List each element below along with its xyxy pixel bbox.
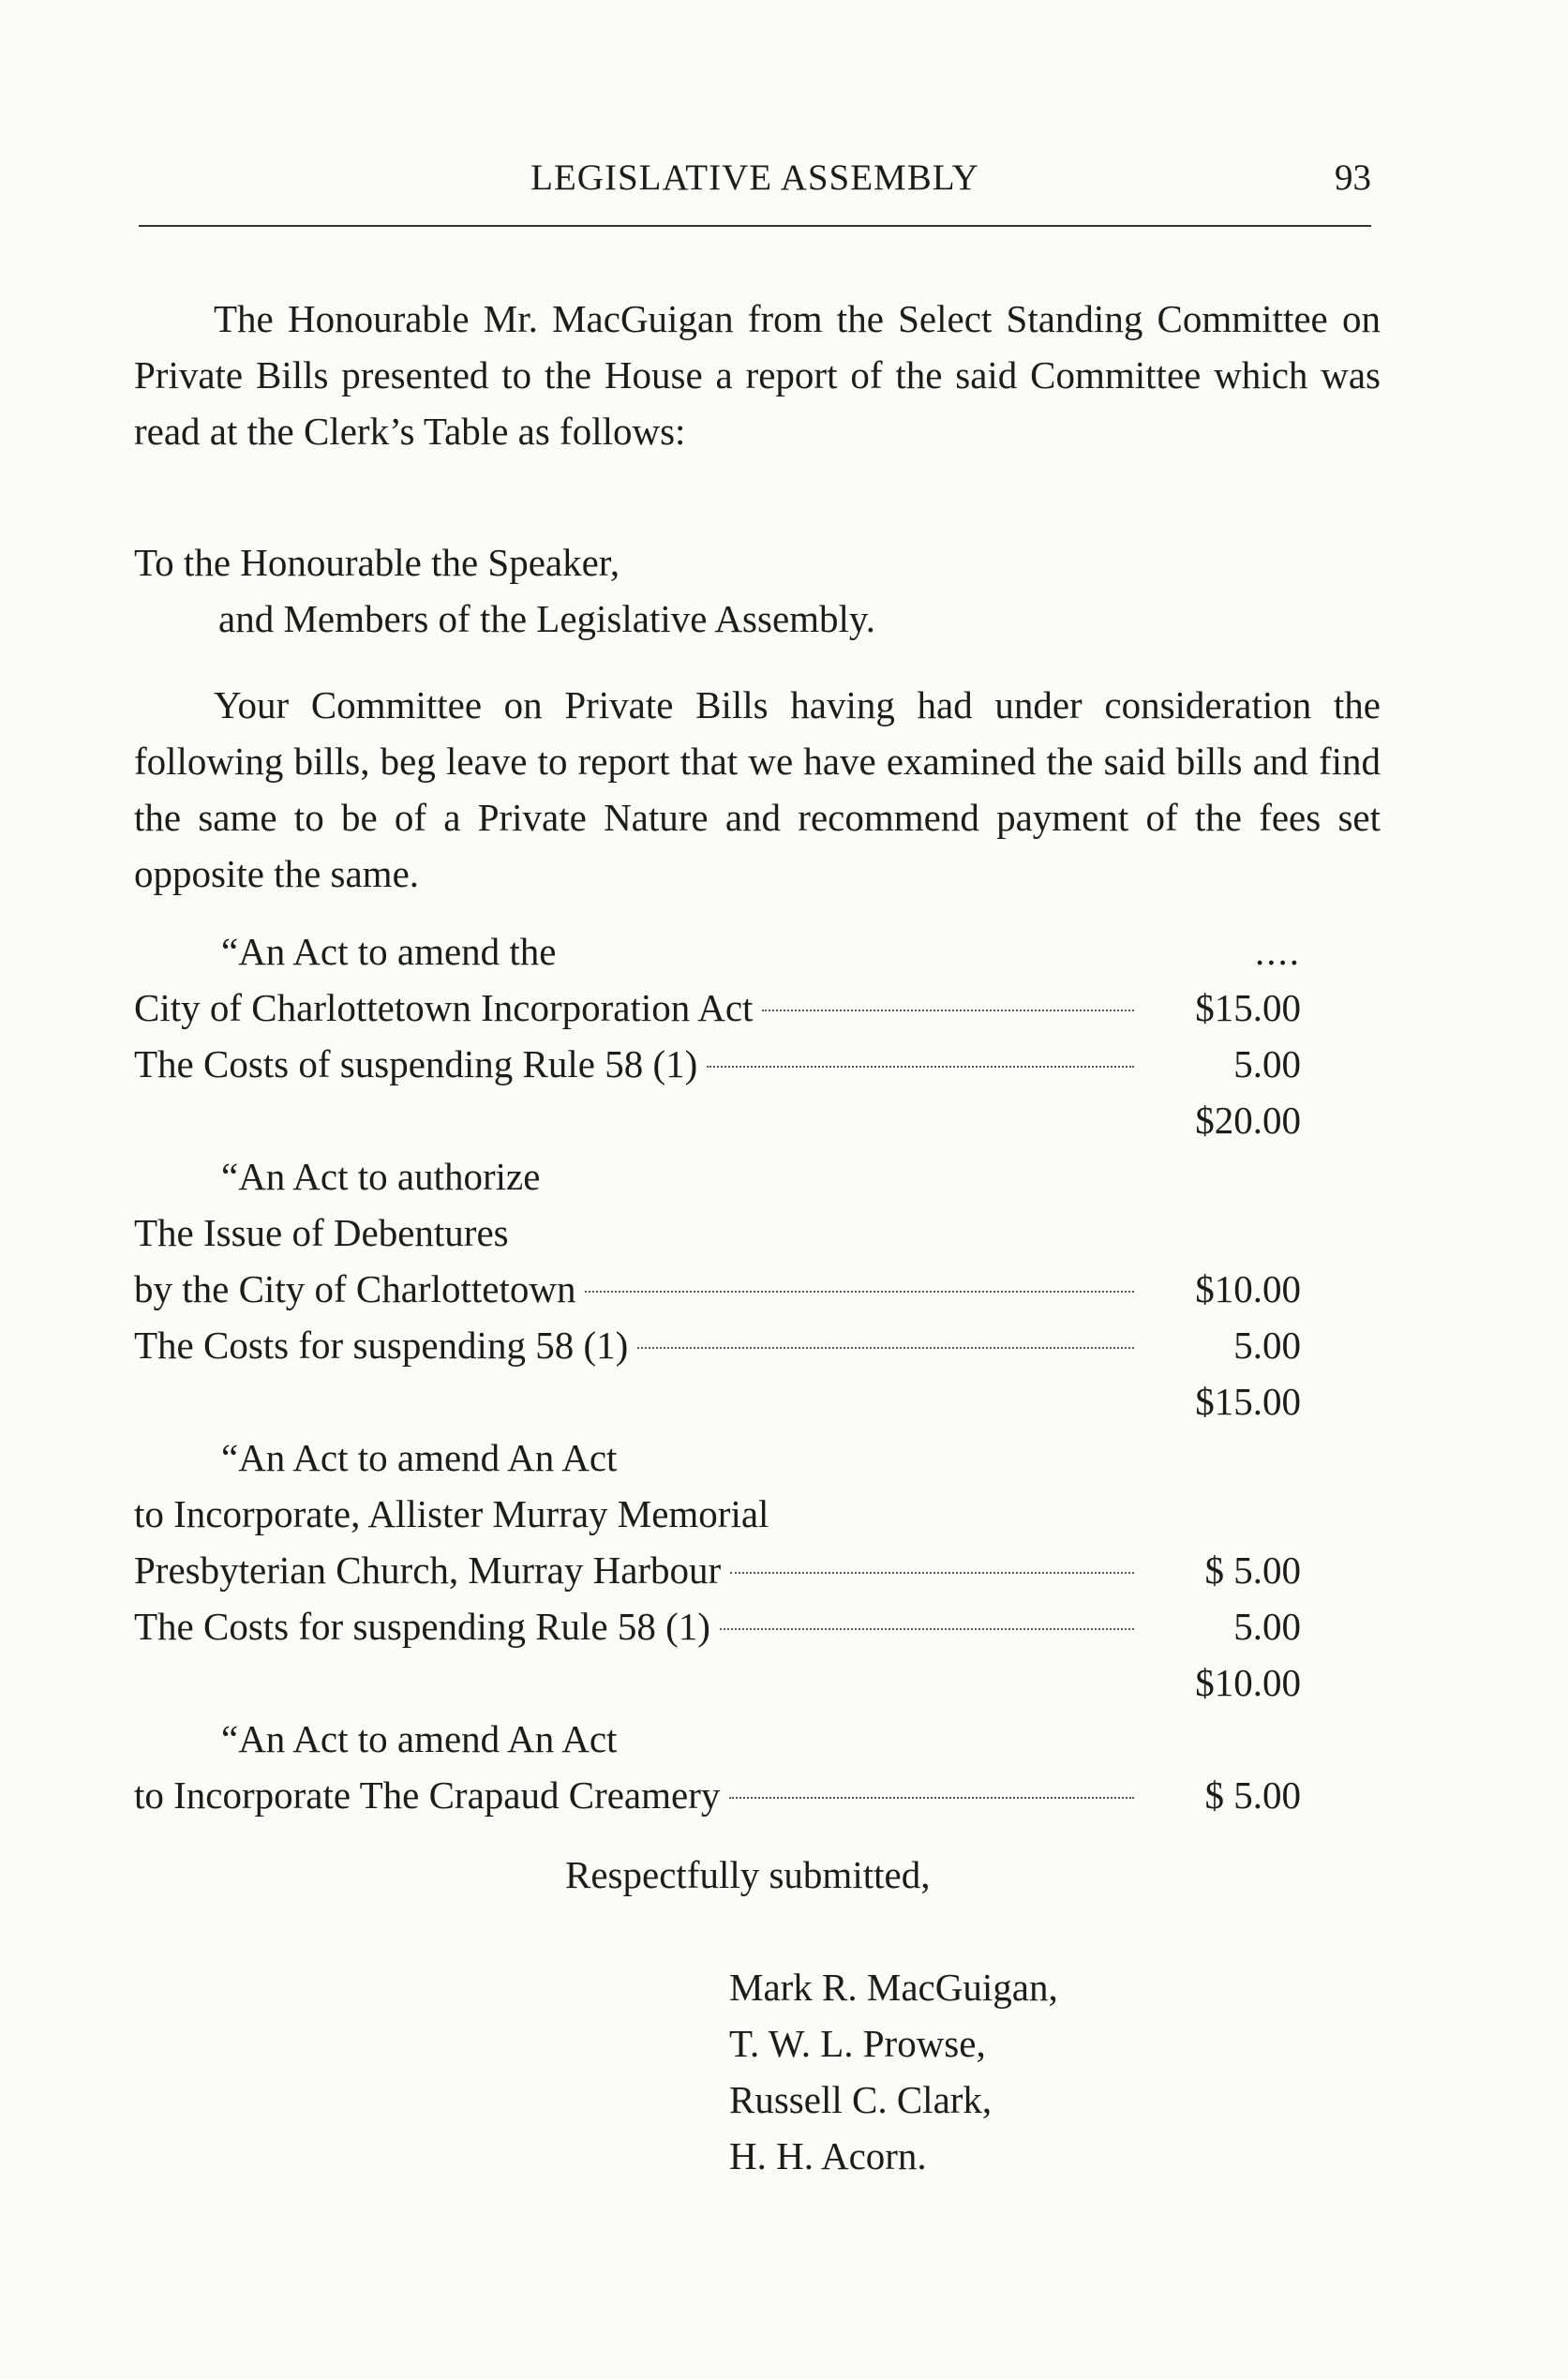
bill-title: “An Act to amend An Act — [221, 1436, 618, 1479]
bill-list — [134, 923, 1301, 1823]
bill-title: “An Act to amend An Act — [221, 1717, 618, 1760]
fee-amount: 5.00 — [1233, 1605, 1301, 1648]
fee-label: by the City of Charlottetown — [134, 1267, 576, 1310]
fee-label: to Incorporate The Crapaud Creamery — [134, 1773, 721, 1817]
fee-row — [134, 1767, 1301, 1823]
running-title: LEGISLATIVE ASSEMBLY — [530, 157, 979, 198]
total-amount: $20.00 — [1195, 1099, 1301, 1142]
fee-label: The Costs for suspending 58 (1) — [134, 1324, 629, 1367]
fee-label: The Costs of suspending Rule 58 (1) — [134, 1042, 698, 1085]
fee-label: The Costs for suspending Rule 58 (1) — [134, 1605, 710, 1648]
fee-amount: 5.00 — [1233, 1324, 1301, 1367]
dot-leader — [637, 1347, 1134, 1349]
fee-row — [134, 1598, 1301, 1654]
fee-amount: $ 5.00 — [1204, 1773, 1301, 1817]
dot-leader — [720, 1628, 1134, 1630]
bill-title-continuation — [134, 1486, 1301, 1542]
intro-paragraph: The Honourable Mr. MacGuigan from the Select Standing Committee on Private Bills presented to the House a report of the said Committee which was read at the Clerk’s Table as follows: — [134, 297, 1381, 453]
signer-list — [729, 1959, 1058, 2184]
bill-title-row — [134, 1711, 1301, 1767]
total-amount: $10.00 — [1195, 1661, 1301, 1704]
signer-name: Mark R. MacGuigan, — [729, 1966, 1058, 2009]
fee-amount: 5.00 — [1233, 1042, 1301, 1085]
closing-salutation: Respectfully submitted, — [565, 1853, 931, 1896]
bill-title-row — [134, 923, 1301, 980]
signer-name: Russell C. Clark, — [729, 2078, 993, 2121]
bill-title-line: The Issue of Debentures — [134, 1211, 509, 1254]
fee-amount: $15.00 — [1195, 986, 1301, 1029]
fee-row — [134, 1317, 1301, 1373]
bill-title: “An Act to amend the — [221, 930, 557, 973]
dot-leader — [762, 1010, 1134, 1011]
bill-title-line: to Incorporate, Allister Murray Memorial — [134, 1492, 769, 1535]
total-amount: $15.00 — [1195, 1380, 1301, 1423]
bill-title-continuation — [134, 1204, 1301, 1261]
dot-leader — [707, 1066, 1134, 1068]
dot-leader — [730, 1572, 1134, 1574]
total-row — [134, 1092, 1301, 1148]
bill-title: “An Act to authorize — [221, 1155, 541, 1198]
page-header — [139, 150, 1371, 206]
address-line-1: To the Honourable the Speaker, — [134, 541, 620, 584]
header-rule — [139, 225, 1371, 227]
bill-title-row — [134, 1429, 1301, 1486]
fee-label: City of Charlottetown Incorporation Act — [134, 986, 754, 1029]
bill-title-row — [134, 1148, 1301, 1204]
dot-leader — [729, 1797, 1134, 1799]
signer-name: H. H. Acorn. — [729, 2134, 927, 2177]
dot-leader — [585, 1291, 1134, 1293]
address-line-2: and Members of the Legislative Assembly. — [218, 597, 876, 640]
page-number: 93 — [1335, 157, 1371, 198]
fee-row — [134, 1542, 1301, 1598]
fee-amount: $ 5.00 — [1204, 1549, 1301, 1592]
fee-row — [134, 1036, 1301, 1092]
fee-label: Presbyterian Church, Murray Harbour — [134, 1549, 722, 1592]
address-block — [134, 534, 1381, 647]
fee-row — [134, 1261, 1301, 1317]
fee-row — [134, 980, 1301, 1036]
bill-amount-placeholder: .... — [1255, 930, 1301, 973]
total-row — [134, 1654, 1301, 1711]
report-paragraph: Your Committee on Private Bills having had under consideration the following bills, beg leave to report that we have examined the said bills and find the same to be of a Private Nature and recommend payment of the fees set opposite the same. — [134, 683, 1381, 895]
signer-name: T. W. L. Prowse, — [729, 2022, 986, 2065]
total-row — [134, 1373, 1301, 1429]
fee-amount: $10.00 — [1195, 1267, 1301, 1310]
